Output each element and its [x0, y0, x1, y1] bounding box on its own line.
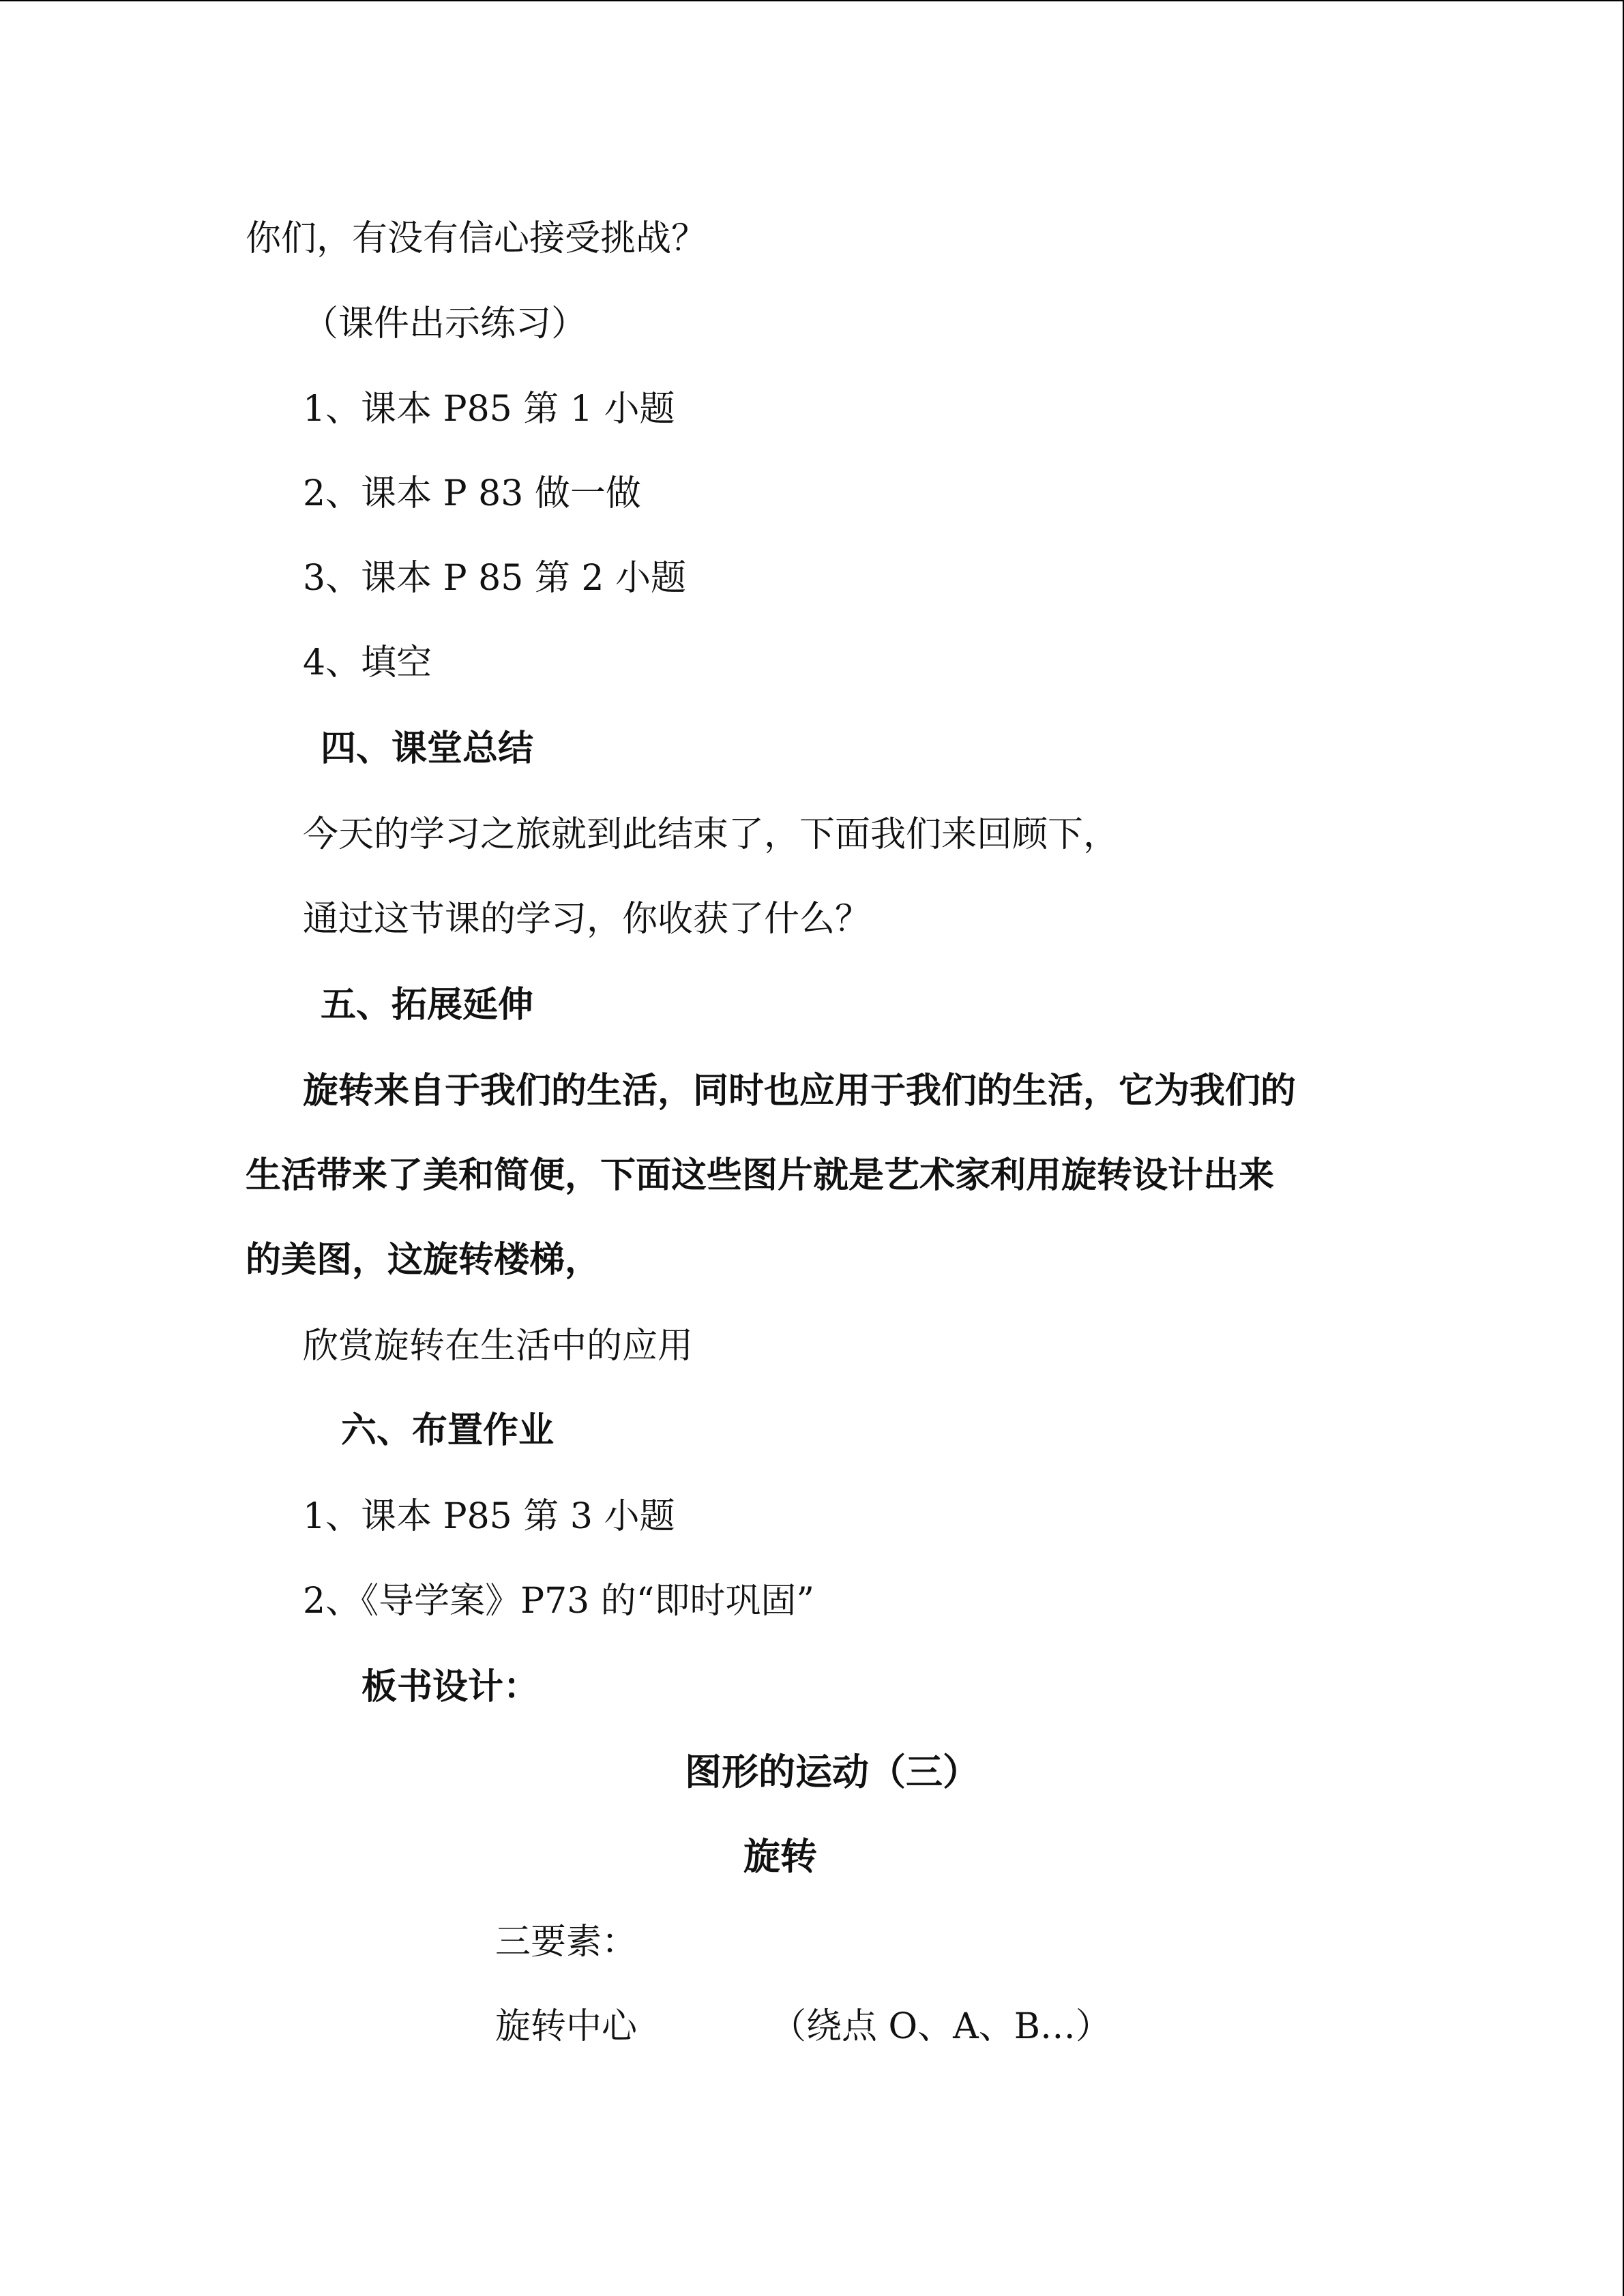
- extension-line: 旋转来自于我们的生活，同时也应用于我们的生活，它为我们的: [303, 1070, 1297, 1112]
- exercise-item: 1、课本 P85 第 1 小题: [303, 389, 675, 430]
- board-title: 图形的运动（三）: [685, 1750, 979, 1793]
- homework-item: 2、《导学案》P73 的“即时巩固”: [303, 1581, 814, 1622]
- rotation-center-label: 旋转中心: [495, 2006, 638, 2047]
- section-heading-homework: 六、布置作业: [341, 1410, 555, 1451]
- summary-line: 通过这节课的学习，你收获了什么？: [303, 899, 871, 940]
- exercise-item: 3、课本 P 85 第 2 小题: [303, 558, 686, 599]
- extension-line: 生活带来了美和简便，下面这些图片就是艺术家利用旋转设计出来: [246, 1154, 1275, 1196]
- homework-item: 1、课本 P85 第 3 小题: [303, 1496, 675, 1537]
- three-elements-label: 三要素：: [495, 1922, 638, 1963]
- challenge-line: 你们，有没有信心接受挑战？: [246, 218, 707, 259]
- section-heading-extension: 五、拓展延伸: [321, 984, 534, 1026]
- courseware-note: （课件出示练习）: [303, 303, 587, 344]
- board-design-label: 板书设计：: [361, 1666, 540, 1708]
- exercise-item: 4、填空: [303, 642, 432, 683]
- section-heading-summary: 四、课堂总结: [321, 728, 534, 769]
- extension-line: 的美图，这旋转楼梯，: [246, 1239, 601, 1281]
- rotation-center-note: （绕点 O、A、B…）: [771, 2006, 1111, 2047]
- board-subtitle: 旋转: [743, 1834, 817, 1878]
- summary-line: 今天的学习之旅就到此结束了，下面我们来回顾下，: [303, 814, 1119, 855]
- appreciate-line: 欣赏旋转在生活中的应用: [303, 1326, 694, 1367]
- exercise-item: 2、课本 P 83 做一做: [303, 473, 641, 514]
